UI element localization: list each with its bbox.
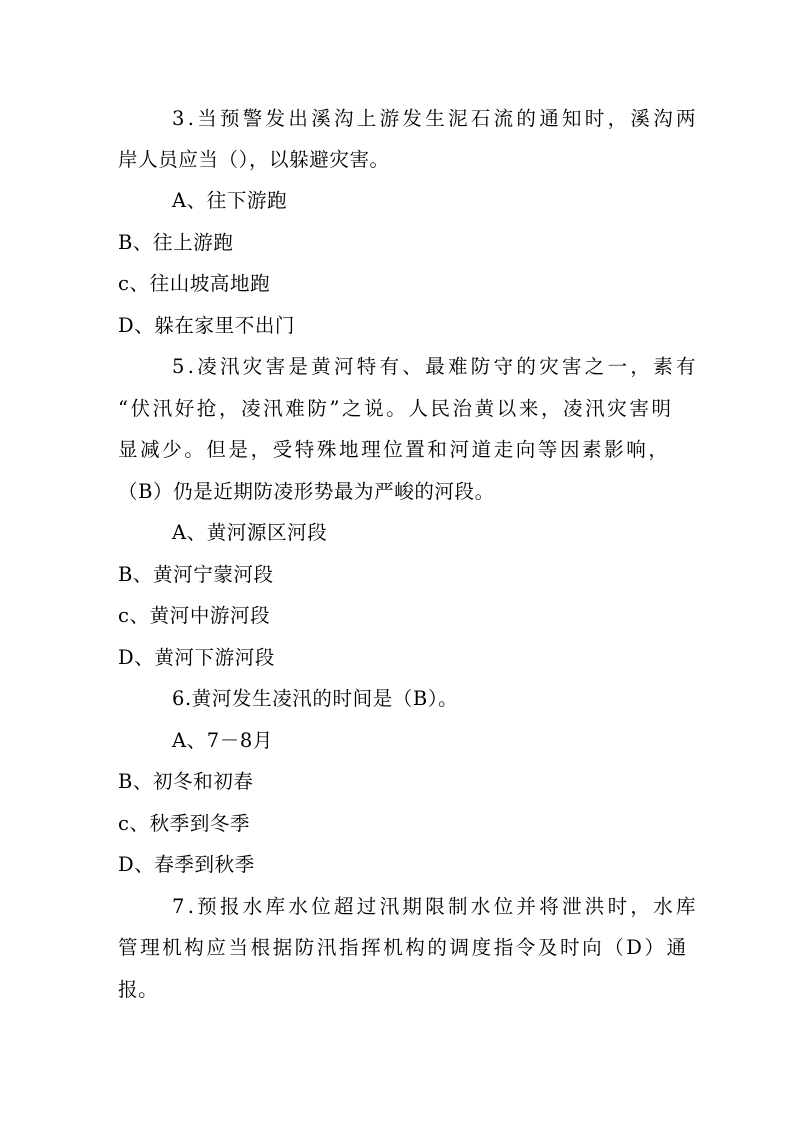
q3-stem-line-2: 岸人员应当（），以躲避灾害。 xyxy=(118,148,390,171)
q7-stem-line-1: 7.预报水库水位超过汛期限制水位并将泄洪时，水库 xyxy=(172,895,699,918)
q6-stem-line-1: 6.黄河发生凌汛的时间是（B）。 xyxy=(172,687,459,710)
q3-option-b: B、往上游跑 xyxy=(118,231,234,254)
q6-option-d: D、春季到秋季 xyxy=(118,853,255,876)
q5-option-a: A、黄河源区河段 xyxy=(172,521,328,544)
q5-stem-line-4: （B）仍是近期防凌形势最为严峻的河段。 xyxy=(118,480,495,503)
q7-stem-line-3: 报。 xyxy=(118,978,159,1001)
q3-option-c: c、往山坡高地跑 xyxy=(118,272,271,295)
q7-stem-line-2: 管理机构应当根据防汛指挥机构的调度指令及时向（D）通 xyxy=(118,936,689,959)
q5-option-c: c、黄河中游河段 xyxy=(118,604,271,627)
q5-option-d: D、黄河下游河段 xyxy=(118,646,275,669)
q6-option-a: A、7－8月 xyxy=(172,729,273,752)
q6-option-c: c、秋季到冬季 xyxy=(118,812,251,835)
q3-stem-line-1: 3.当预警发出溪沟上游发生泥石流的通知时，溪沟两 xyxy=(172,107,699,130)
q3-option-d: D、躲在家里不出门 xyxy=(118,314,296,337)
q6-option-b: B、初冬和初春 xyxy=(118,770,254,793)
q5-stem-line-2: “伏汛好抢，凌汛难防”之说。人民治黄以来，凌汛灾害明 xyxy=(118,397,674,420)
q3-option-a: A、往下游跑 xyxy=(172,189,288,212)
q5-stem-line-3: 显减少。但是，受特殊地理位置和河道走向等因素影响， xyxy=(118,438,671,461)
q5-option-b: B、黄河宁蒙河段 xyxy=(118,563,274,586)
q5-stem-line-1: 5.凌汛灾害是黄河特有、最难防守的灾害之一，素有 xyxy=(172,355,699,378)
